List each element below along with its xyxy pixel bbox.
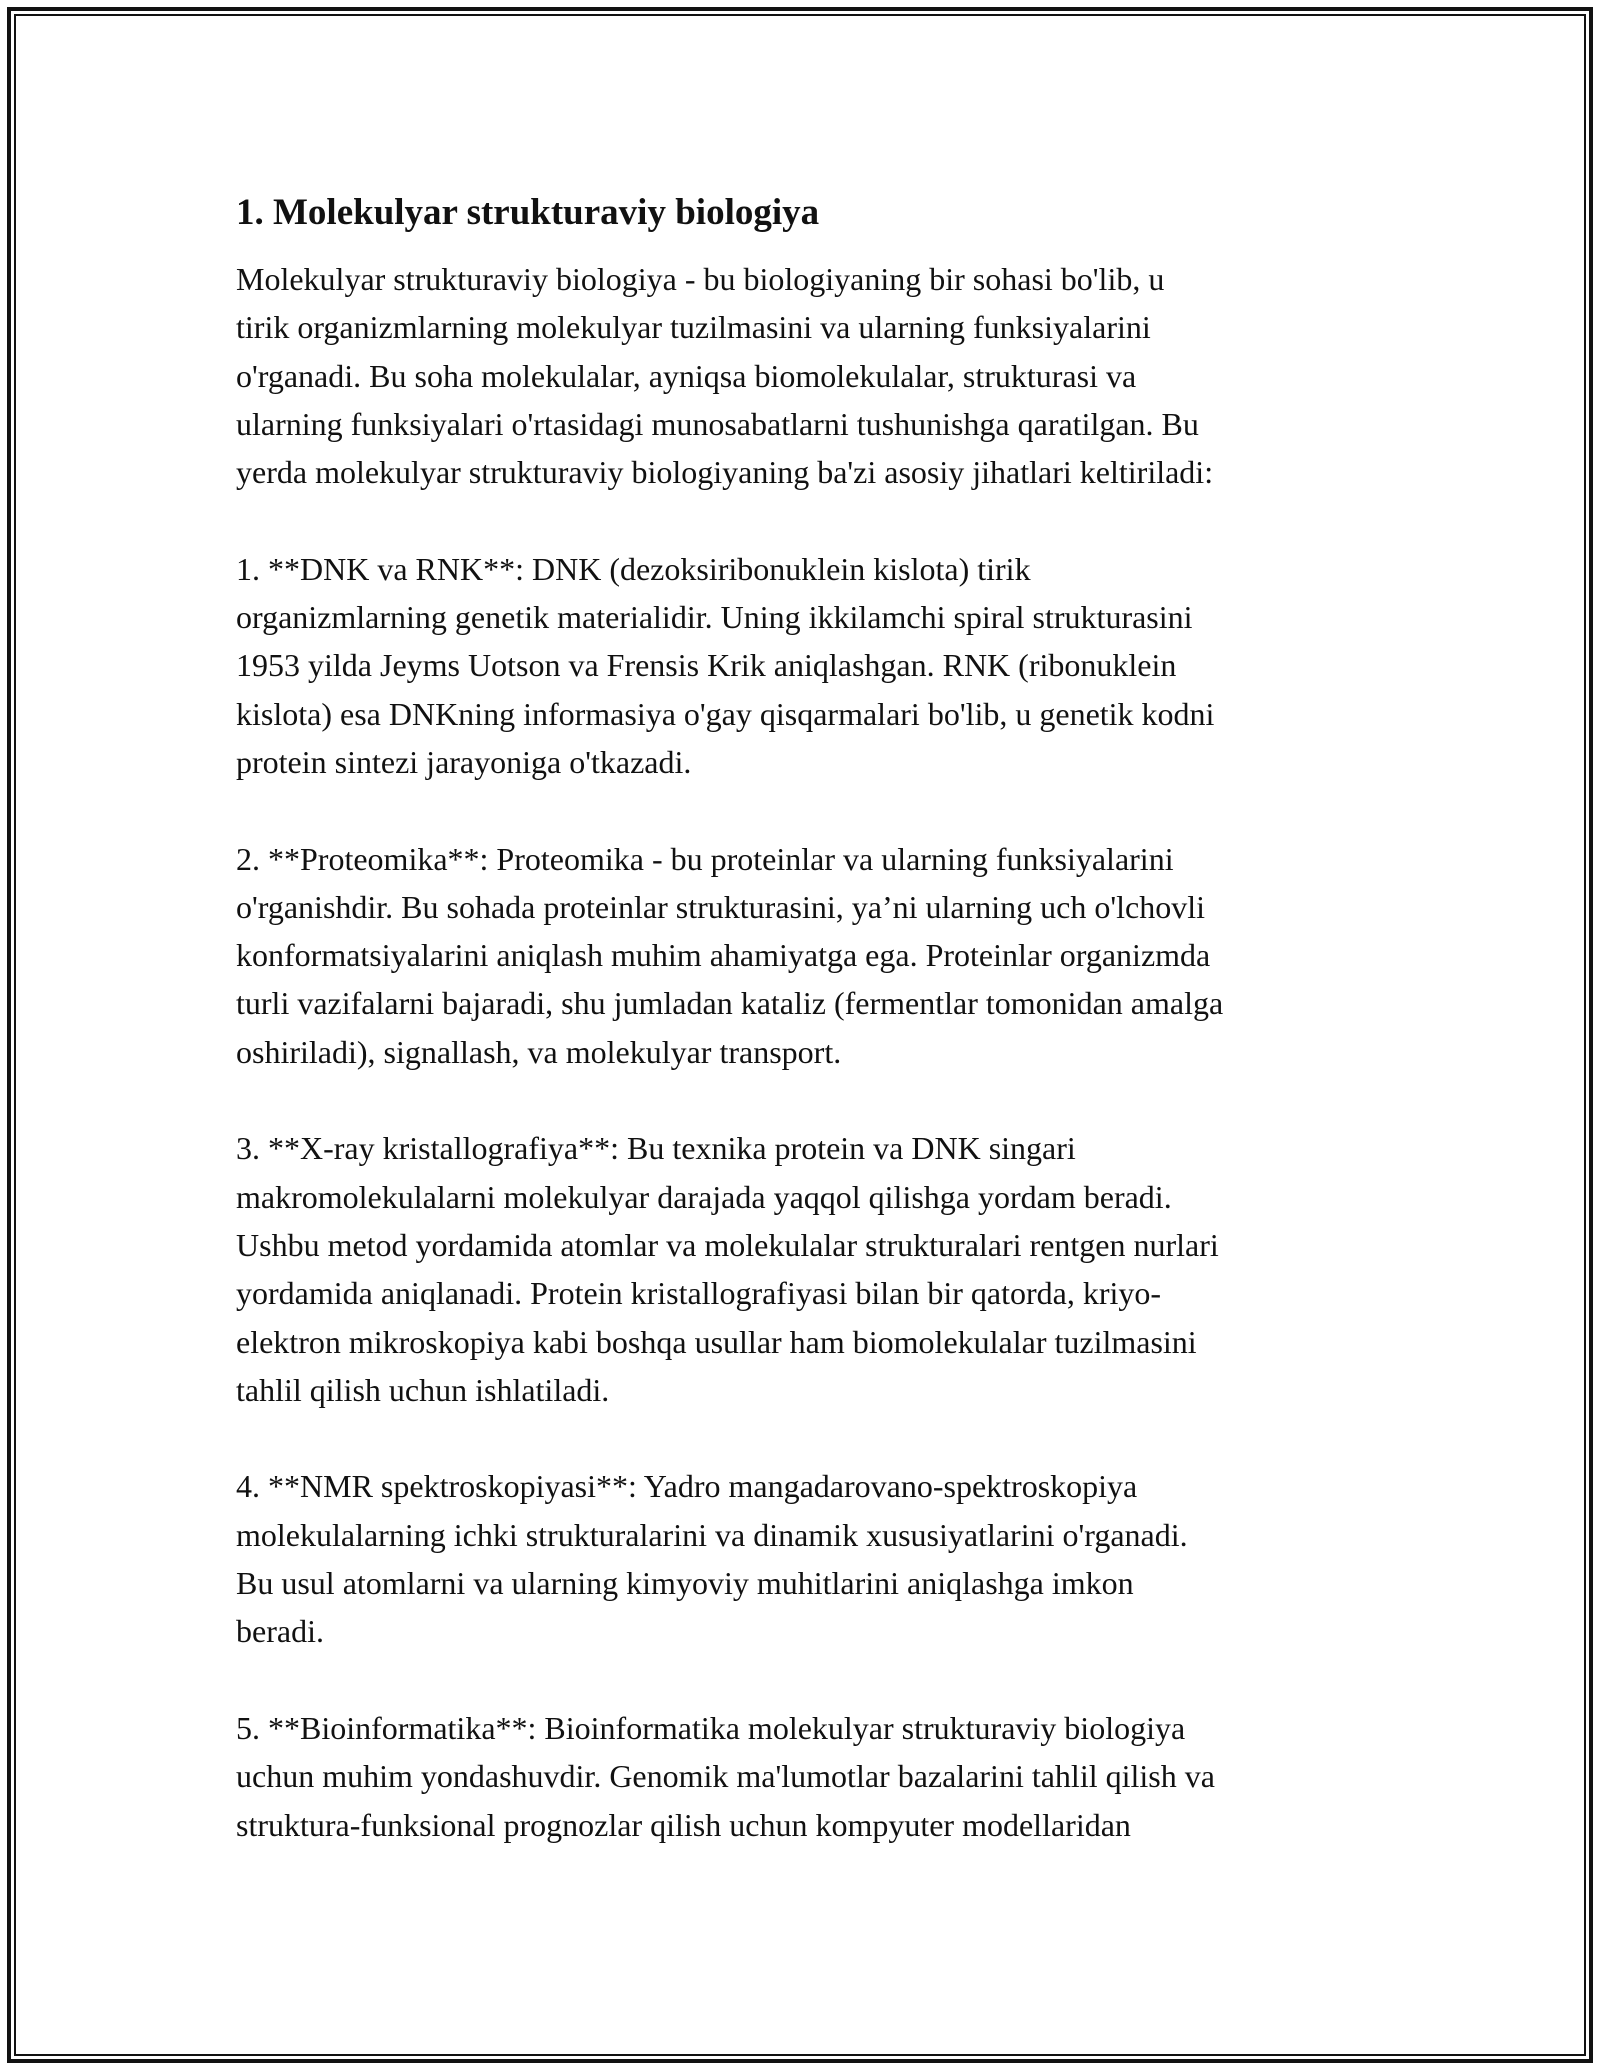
text-line: molekulalarning ichki strukturalarini va dinamik xususiyatlarini o'rganadi. — [236, 1516, 1188, 1553]
list-item-nmr — [236, 1462, 1396, 1655]
list-item-bioinformatika — [236, 1704, 1396, 1849]
text-line: o'rganadi. Bu soha molekulalar, ayniqsa biomolekulalar, strukturasi va — [236, 357, 1137, 394]
text-line: protein sintezi jarayoniga o'tkazadi. — [236, 743, 692, 780]
text-line: o'rganishdir. Bu sohada proteinlar strukturasini, ya’ni ularning uch o'lchovli — [236, 888, 1205, 925]
list-item-x-ray — [236, 1124, 1396, 1414]
text-line: uchun muhim yondashuvdir. Genomik ma'lumotlar bazalarini tahlil qilish va — [236, 1758, 1215, 1795]
intro-paragraph — [236, 255, 1396, 496]
text-line: ularning funksiyalari o'rtasidagi munosabatlarni tushunishga qaratilgan. Bu — [236, 405, 1199, 442]
text-line: 2. **Proteomika**: Proteomika - bu proteinlar va ularning funksiyalarini — [236, 840, 1174, 877]
page-title: 1. Molekulyar strukturaviy biologiya — [236, 192, 820, 233]
text-line: turli vazifalarni bajaradi, shu jumladan kataliz (fermentlar tomonidan amalga — [236, 985, 1224, 1022]
text-line: beradi. — [236, 1613, 324, 1650]
text-line: yordamida aniqlanadi. Protein kristallografiyasi bilan bir qatorda, kriyo- — [236, 1275, 1162, 1312]
text-line: tahlil qilish uchun ishlatiladi. — [236, 1371, 610, 1408]
text-line: oshiriladi), signallash, va molekulyar transport. — [236, 1033, 842, 1070]
text-line: 3. **X-ray kristallografiya**: Bu texnika protein va DNK singari — [236, 1130, 1076, 1167]
text-line: 5. **Bioinformatika**: Bioinformatika molekulyar strukturaviy biologiya — [236, 1709, 1186, 1746]
document-body — [236, 185, 1396, 1897]
text-line: kislota) esa DNKning informasiya o'gay qisqarmalari bo'lib, u genetik kodni — [236, 695, 1215, 732]
list-item-dnk-rnk — [236, 545, 1396, 786]
text-line: elektron mikroskopiya kabi boshqa usullar ham biomolekulalar tuzilmasini — [236, 1323, 1197, 1360]
text-line: 4. **NMR spektroskopiyasi**: Yadro mangadarovano-spektroskopiya — [236, 1468, 1138, 1505]
text-line: yerda molekulyar strukturaviy biologiyaning ba'zi asosiy jihatlari keltiriladi: — [236, 454, 1214, 491]
text-line: organizmlarning genetik materialidir. Uning ikkilamchi spiral strukturasini — [236, 599, 1193, 636]
text-line: 1. **DNK va RNK**: DNK (dezoksiribonuklein kislota) tirik — [236, 550, 1031, 587]
text-line: 1953 yilda Jeyms Uotson va Frensis Krik aniqlashgan. RNK (ribonuklein — [236, 647, 1177, 684]
text-line: Bu usul atomlarni va ularning kimyoviy muhitlarini aniqlashga imkon — [236, 1565, 1134, 1602]
text-line: konformatsiyalarini aniqlash muhim ahamiyatga ega. Proteinlar organizmda — [236, 937, 1211, 974]
text-line: tirik organizmlarning molekulyar tuzilmasini va ularning funksiyalarini — [236, 309, 1151, 346]
text-line: makromolekulalarni molekulyar darajada yaqqol qilishga yordam beradi. — [236, 1178, 1172, 1215]
text-line: Ushbu metod yordamida atomlar va molekulalar strukturalari rentgen nurlari — [236, 1226, 1219, 1263]
text-line: Molekulyar strukturaviy biologiya - bu biologiyaning bir sohasi bo'lib, u — [236, 261, 1165, 297]
list-item-proteomika — [236, 835, 1396, 1076]
text-line: struktura-funksional prognozlar qilish uchun kompyuter modellaridan — [236, 1806, 1131, 1843]
